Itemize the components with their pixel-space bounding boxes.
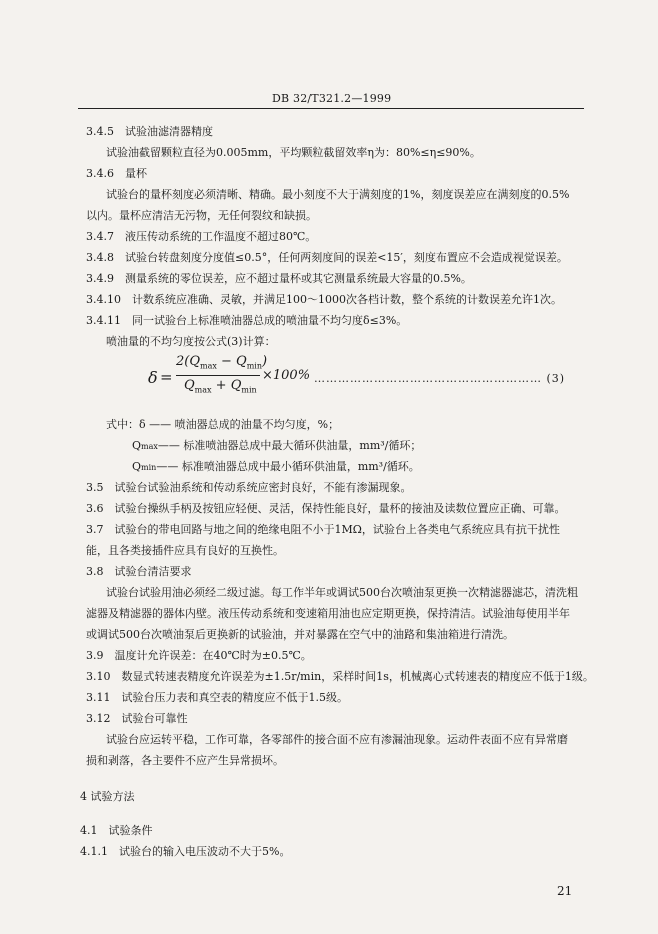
section-3-8-heading: 3.8 试验台清洁要求 [86,565,192,578]
section-3-11: 3.11 试验台压力表和真空表的精度应不低于1.5级。 [86,691,348,704]
section-3-4-6-heading: 3.4.6 量杯 [86,167,147,180]
formula-number: ………………………………………………… (3) [314,372,566,385]
section-3-4-9: 3.4.9 测量系统的零位误差，应不超过量杯或其它测量系统最大容量的0.5%。 [86,272,472,285]
section-3-5: 3.5 试验台试验油系统和传动系统应密封良好，不能有渗漏现象。 [86,481,412,494]
page-number: 21 [557,884,573,898]
section-3-4-8: 3.4.8 试验台转盘刻度分度值≤0.5°，任何两刻度间的误差<15′，刻度布置应不会造成视觉误差。 [86,251,568,264]
paragraph-line: 滤器及精滤器的器体内壁。液压传动系统和变速箱用油也应定期更换，保持清洁。试验油每使用半年 [86,607,570,620]
section-3-12-heading: 3.12 试验台可靠性 [86,712,188,725]
formula-legend-qmax: Qmax—— 标准喷油器总成中最大循环供油量，mm³/循环； [132,439,422,452]
formula-denominator: $Q_{max} + Q_{min}$ [184,378,257,395]
paragraph-line: 以内。量杯应清洁无污物，无任何裂纹和缺损。 [86,209,317,222]
section-3-9: 3.9 温度计允许误差：在40℃时为±0.5℃。 [86,649,312,662]
header-rule [78,108,584,109]
formula-lhs: δ [148,368,158,387]
paragraph-line: 试验油截留颗粒直径为0.005mm，平均颗粒截留效率η为：80%≤η≤90%。 [106,146,481,159]
section-3-10: 3.10 数显式转速表精度允许误差为±1.5r/min，采样时间1s，机械离心式转速表的精度应不低于1级。 [86,670,594,683]
standard-code-header: DB 32/T321.2—1999 [272,92,392,105]
formula-legend-delta: 式中：δ —— 喷油器总成的油量不均匀度，%； [106,418,340,431]
section-4-1-1: 4.1.1 试验台的输入电压波动不大于5%。 [80,845,291,858]
formula-legend-qmin: Qmin—— 标准喷油器总成中最小循环供油量，mm³/循环。 [132,460,420,473]
paragraph-line: 试验台应运转平稳，工作可靠，各零部件的接合面不应有渗漏油现象。运动件表面不应有异常磨 [106,733,568,746]
section-4-1-heading: 4.1 试验条件 [80,824,153,837]
paragraph-line: 能，且各类接插件应具有良好的互换性。 [86,544,284,557]
section-3-7: 3.7 试验台的带电回路与地之间的绝缘电阻不小于1MΩ，试验台上各类电气系统应具有抗干扰性 [86,523,560,536]
paragraph-line: 喷油量的不均匀度按公式(3)计算： [106,335,276,348]
formula-multiplier: ×100% [262,368,311,383]
paragraph-line: 试验台试验用油必须经二级过滤。每工作半年或调试500台次喷油泵更换一次精滤器滤芯，清洗粗 [106,586,578,599]
section-3-4-7: 3.4.7 液压传动系统的工作温度不超过80℃。 [86,230,317,243]
section-3-4-5-heading: 3.4.5 试验油滤清器精度 [86,125,213,138]
formula-3 [148,354,588,404]
paragraph-line: 或调试500台次喷油泵后更换新的试验油，并对暴露在空气中的油路和集油箱进行清洗。 [86,628,514,641]
section-3-6: 3.6 试验台操纵手柄及按钮应轻便、灵活，保持性能良好，量杯的接油及读数位置应正确、可靠。 [86,502,566,515]
paragraph-line: 试验台的量杯刻度必须清晰、精确。最小刻度不大于满刻度的1%，刻度误差应在满刻度的0.5% [106,188,570,201]
paragraph-line: 损和剥落，各主要件不应产生异常损坏。 [86,754,284,767]
fraction-bar [176,375,260,376]
formula-numerator: $2(Q_{max} - Q_{min})$ [176,354,268,371]
formula-equals: = [160,368,173,386]
section-4-heading: 4 试验方法 [80,790,135,803]
section-3-4-10: 3.4.10 计数系统应准确、灵敏，并满足100～1000次各档计数，整个系统的计数误差允许1次。 [86,293,562,306]
section-3-4-11: 3.4.11 同一试验台上标准喷油器总成的喷油量不均匀度δ≤3%。 [86,314,408,327]
